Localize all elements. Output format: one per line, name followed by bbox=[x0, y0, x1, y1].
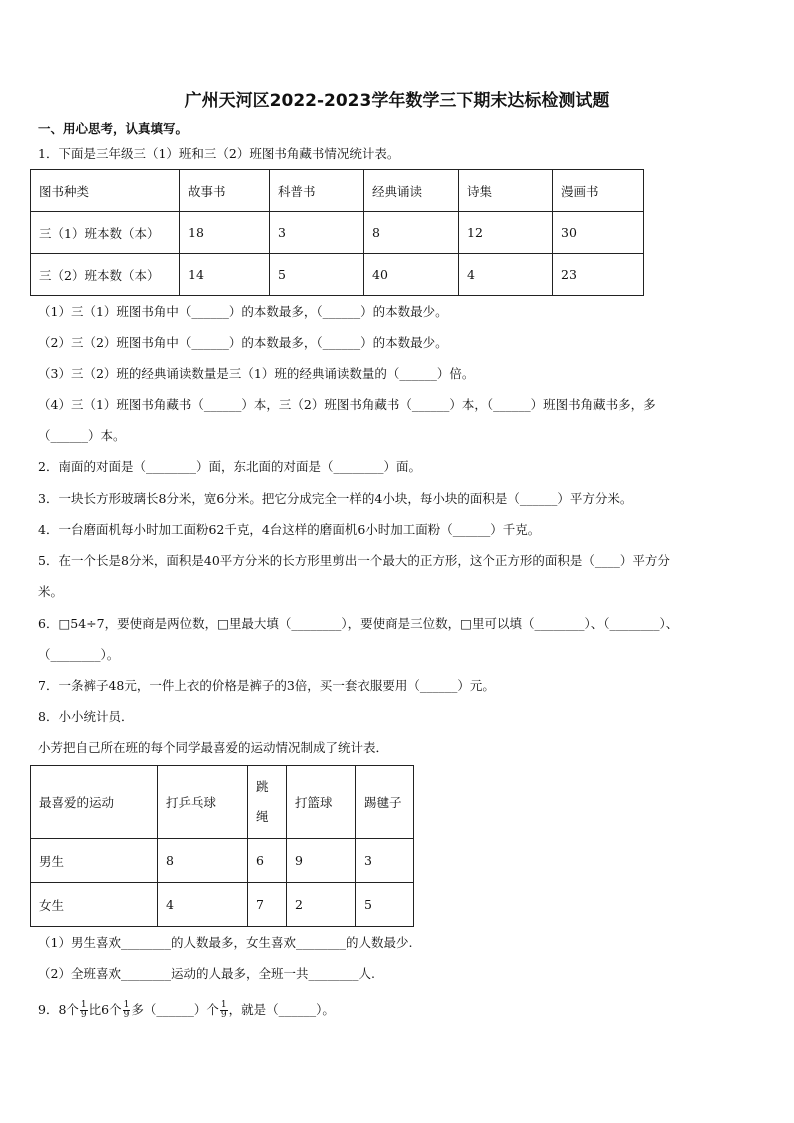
table-cell: 3 bbox=[356, 839, 414, 883]
question-1-part-4: （4）三（1）班图书角藏书（______）本，三（2）班图书角藏书（______）本，（______）班图书角藏书多，多 bbox=[38, 397, 656, 412]
question-8-part-1: （1）男生喜欢________的人数最多，女生喜欢________的人数最少. bbox=[38, 935, 413, 950]
header-cell bbox=[248, 766, 287, 839]
table-row bbox=[31, 883, 414, 927]
question-8-intro: 小芳把自己所在班的每个同学最喜爱的运动情况制成了统计表． bbox=[38, 740, 389, 755]
table-row bbox=[31, 839, 414, 883]
question-1-part-3: （3）三（2）班的经典诵读数量是三（1）班的经典诵读数量的（______）倍。 bbox=[38, 366, 475, 381]
question-9-text: 9．8个 bbox=[38, 1002, 79, 1017]
fraction-numerator: 1 bbox=[80, 1000, 87, 1010]
table-cell: 40 bbox=[364, 254, 459, 296]
header-cell: 图书种类 bbox=[31, 170, 180, 212]
fraction-denominator: 9 bbox=[123, 1010, 130, 1020]
table-cell: 12 bbox=[459, 212, 553, 254]
header-cell-vertical-text: 跳绳 bbox=[256, 779, 269, 824]
table-cell: 30 bbox=[553, 212, 644, 254]
question-1-stem: 1．下面是三年级三（1）班和三（2）班图书角藏书情况统计表。 bbox=[38, 146, 400, 161]
header-cell: 踢毽子 bbox=[356, 766, 414, 839]
question-9 bbox=[38, 1000, 335, 1020]
question-9-text: 多（______）个 bbox=[131, 1002, 219, 1017]
page-title: 广州天河区2022-2023学年数学三下期末达标检测试题 bbox=[184, 91, 610, 111]
section-heading: 一、用心思考，认真填写。 bbox=[38, 121, 189, 136]
question-9-text: 比6个 bbox=[88, 1002, 122, 1017]
question-3: 3．一块长方形玻璃长8分米，宽6分米。把它分成完全一样的4小块，每小块的面积是（______）平方分米。 bbox=[38, 491, 633, 506]
header-cell: 科普书 bbox=[270, 170, 364, 212]
table-header-row bbox=[31, 170, 644, 212]
table-cell: 18 bbox=[180, 212, 270, 254]
table-cell: 5 bbox=[356, 883, 414, 927]
fraction-denominator: 9 bbox=[80, 1010, 87, 1020]
question-1-part-2: （2）三（2）班图书角中（______）的本数最多，（______）的本数最少。 bbox=[38, 335, 448, 350]
question-9-text: ，就是（______）。 bbox=[228, 1002, 335, 1017]
table-cell: 女生 bbox=[31, 883, 158, 927]
question-6-continued: （________）。 bbox=[38, 647, 120, 662]
question-1-part-1: （1）三（1）班图书角中（______）的本数最多，（______）的本数最少。 bbox=[38, 304, 448, 319]
question-5-continued: 米。 bbox=[38, 584, 64, 599]
table-cell: 9 bbox=[287, 839, 356, 883]
sports-stats-table bbox=[30, 765, 414, 927]
table-cell: 4 bbox=[459, 254, 553, 296]
question-5: 5．在一个长是8分米，面积是40平方分米的长方形里剪出一个最大的正方形，这个正方形的面积是（____）平方分 bbox=[38, 553, 670, 568]
table-cell: 5 bbox=[270, 254, 364, 296]
table-cell: 8 bbox=[158, 839, 248, 883]
fraction-numerator: 1 bbox=[220, 1000, 227, 1010]
header-cell: 诗集 bbox=[459, 170, 553, 212]
table-cell: 男生 bbox=[31, 839, 158, 883]
question-7: 7．一条裤子48元，一件上衣的价格是裤子的3倍，买一套衣服要用（______）元。 bbox=[38, 678, 495, 693]
table-row bbox=[31, 212, 644, 254]
fraction-denominator: 9 bbox=[220, 1010, 227, 1020]
table-cell: 14 bbox=[180, 254, 270, 296]
header-cell: 经典诵读 bbox=[364, 170, 459, 212]
question-2: 2．南面的对面是（________）面，东北面的对面是（________）面。 bbox=[38, 459, 421, 474]
table-cell: 8 bbox=[364, 212, 459, 254]
fraction-one-ninth bbox=[220, 1001, 228, 1020]
table-cell: 三（2）班本数（本） bbox=[31, 254, 180, 296]
question-6: 6．□54÷7，要使商是两位数，□里最大填（________），要使商是三位数，□里可以填（________）、（________）、 bbox=[38, 616, 679, 631]
table-row bbox=[31, 254, 644, 296]
fraction-one-ninth bbox=[80, 1001, 88, 1020]
question-1-part-4-continued: （______）本。 bbox=[38, 428, 126, 443]
header-cell: 最喜爱的运动 bbox=[31, 766, 158, 839]
table-cell: 6 bbox=[248, 839, 287, 883]
fraction-one-ninth bbox=[123, 1001, 131, 1020]
table-cell: 3 bbox=[270, 212, 364, 254]
header-cell: 故事书 bbox=[180, 170, 270, 212]
header-cell: 打乒乓球 bbox=[158, 766, 248, 839]
header-cell: 打篮球 bbox=[287, 766, 356, 839]
table-header-row bbox=[31, 766, 414, 839]
table-cell: 4 bbox=[158, 883, 248, 927]
table-cell: 7 bbox=[248, 883, 287, 927]
header-cell: 漫画书 bbox=[553, 170, 644, 212]
book-stats-table bbox=[30, 169, 644, 296]
question-4: 4．一台磨面机每小时加工面粉62千克，4台这样的磨面机6小时加工面粉（______）千克。 bbox=[38, 522, 541, 537]
table-cell: 三（1）班本数（本） bbox=[31, 212, 180, 254]
table-cell: 2 bbox=[287, 883, 356, 927]
table-cell: 23 bbox=[553, 254, 644, 296]
question-8-stem: 8．小小统计员． bbox=[38, 709, 134, 724]
fraction-numerator: 1 bbox=[123, 1000, 130, 1010]
question-8-part-2: （2）全班喜欢________运动的人最多，全班一共________人. bbox=[38, 966, 375, 981]
